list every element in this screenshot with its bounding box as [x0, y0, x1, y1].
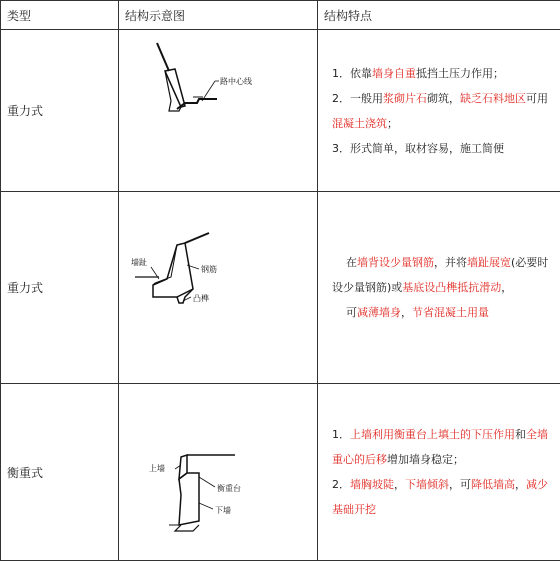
feature-number: 3．	[332, 141, 350, 155]
feature-item	[332, 300, 554, 325]
relief-platform-label: 衡重台	[217, 483, 241, 493]
feature-text: ，可	[449, 478, 471, 491]
table-row	[1, 384, 560, 561]
feature-text: ，	[401, 306, 412, 319]
header-row	[1, 1, 560, 30]
diagram-cell	[119, 192, 318, 384]
feature-text: 抵挡土压力作用；	[416, 66, 504, 80]
feature-highlight: 墙趾展宽	[467, 256, 511, 269]
feature-list	[332, 250, 554, 325]
toe-label: 墙趾	[131, 257, 147, 267]
feature-highlight: 浆砌片石	[383, 91, 427, 105]
diagram-cell	[119, 384, 318, 561]
feature-highlight: 缺乏石料地区	[460, 91, 526, 105]
feature-highlight: 节省混凝土用量	[412, 306, 489, 319]
feature-highlight: 混凝土浇筑	[332, 116, 387, 130]
feature-number: 1．	[332, 66, 350, 80]
feature-text: 和	[515, 428, 526, 441]
lower-wall-label: 下墙	[215, 505, 231, 515]
feature-list	[332, 422, 554, 522]
wall-type-label: 重力式	[1, 30, 119, 192]
feature-text: 一般用	[350, 91, 383, 105]
feature-text: 形式简单，取材容易，施工简便	[350, 141, 504, 155]
table-row	[1, 30, 560, 192]
feature-text: ，	[515, 478, 526, 491]
feature-text: ；	[387, 116, 398, 130]
road-center-label: 路中心线	[220, 76, 252, 86]
feature-highlight: 减薄墙身	[357, 306, 401, 319]
feature-item	[332, 61, 554, 86]
feature-item	[332, 422, 554, 472]
feature-text: 可用	[526, 91, 548, 105]
feature-list	[332, 61, 554, 161]
feature-text: 在	[346, 256, 357, 269]
header-diagram: 结构示意图	[119, 1, 318, 30]
rebar-label: 钢筋	[201, 264, 217, 274]
feature-highlight: 墙胸坡陡	[350, 478, 394, 491]
feature-text: 可	[346, 306, 357, 319]
header-features: 结构特点	[318, 1, 560, 30]
shear-key-label: 凸榫	[193, 293, 209, 303]
feature-highlight: 下墙倾斜	[405, 478, 449, 491]
header-type: 类型	[1, 1, 119, 30]
upper-wall-label: 上墙	[149, 463, 165, 473]
feature-text: 砌筑，	[427, 91, 460, 105]
gravity-wall-diagram	[119, 31, 318, 191]
feature-text: ，并将	[434, 256, 467, 269]
table-row	[1, 192, 560, 384]
feature-item	[332, 472, 554, 522]
feature-highlight: 墙背设少量钢筋	[357, 256, 434, 269]
feature-text: (必要时设少量钢筋)或	[332, 256, 549, 294]
features-cell	[318, 30, 560, 192]
shelf-wall-diagram	[119, 385, 318, 560]
feature-number: 1．	[332, 428, 350, 441]
feature-highlight: 基底设凸榫抵抗滑动	[402, 281, 502, 294]
feature-text: ，	[394, 478, 405, 491]
feature-highlight: 上墙利用衡重台上填土的下压作用	[350, 428, 515, 441]
feature-highlight: 降低墙高	[471, 478, 515, 491]
feature-highlight: 全墙重心的后移	[332, 428, 548, 466]
feature-number: 2．	[332, 91, 350, 105]
feature-number: 2．	[332, 478, 350, 491]
wall-type-label: 衡重式	[1, 384, 119, 561]
feature-item	[332, 250, 554, 300]
feature-highlight: 减少基础开挖	[332, 478, 548, 516]
diagram-cell	[119, 30, 318, 192]
feature-text: 依靠	[350, 66, 372, 80]
feature-text: 增加墙身稳定；	[387, 453, 464, 466]
feature-highlight: 墙身自重	[372, 66, 416, 80]
features-cell	[318, 192, 560, 384]
features-cell	[318, 384, 560, 561]
feature-item	[332, 86, 554, 136]
feature-item	[332, 136, 554, 161]
wall-type-label: 重力式	[1, 192, 119, 384]
cantilever-gravity-wall-diagram	[119, 193, 318, 383]
feature-text: ，	[501, 281, 513, 294]
